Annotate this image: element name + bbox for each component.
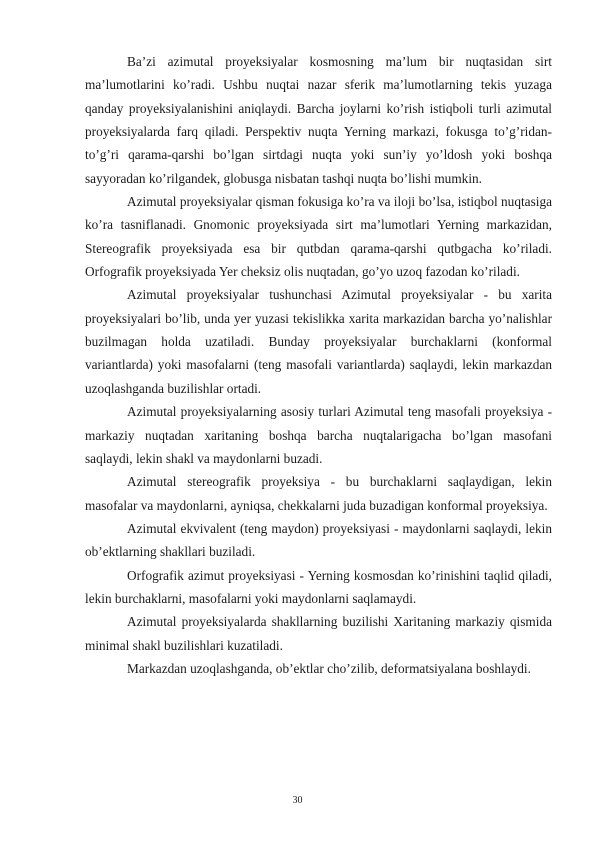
paragraph-3: Azimutal proyeksiyalar tushunchasi Azimutal proyeksiyalar - bu xarita proyeksiyalari bo’lib, unda yer yuzasi tekislikka xarita markazidan barcha yo’nalishlar buzilmagan holda uzatiladi. Bunday proyeksiyalar burchaklarni (konformal variantlarda) yoki masofalarni (teng masofali variantlarda) saqlaydi, lekin markazdan uzoqlashganda buzilishlar ortadi.	[85, 287, 552, 396]
paragraph-1: Ba’zi azimutal proyeksiyalar kosmosning ma’lum bir nuqtasidan sirt ma’lumotlarini ko’radi. Ushbu nuqtai nazar sferik ma’lumotlarning tekis yuzaga qanday proyeksiyalanishini aniqlaydi. Barcha joylarni ko’rish istiqboli turli azimutal proyeksiyalarda farq qiladi. Perspektiv nuqta Yerning markazi, fokusga to’g’ridan-to’g’ri qarama-qarshi bo’lgan sirtdagi nuqta yoki sun’iy yo’ldosh yoki boshqa sayyoradan ko’rilgandek, globusga nisbatan tashqi nuqta bo’lishi mumkin.	[85, 54, 552, 186]
paragraph-7: Orfografik azimut proyeksiyasi - Yerning kosmosdan ko’rinishini taqlid qiladi, lekin burchaklarni, masofalarni yoki maydonlarni saqlamaydi.	[85, 567, 552, 606]
paragraph-2: Azimutal proyeksiyalar qisman fokusiga ko’ra va iloji bo’lsa, istiqbol nuqtasiga ko’ra tasniflanadi. Gnomonic proyeksiyada sirt ma’lumotlari Yerning markazidan, Stereografik proyeksiyada esa bir qutbdan qarama-qarshi qutbgacha ko’riladi. Orfografik proyeksiyada Yer cheksiz olis nuqtadan, go’yo uzoq fazodan ko’riladi.	[85, 194, 552, 280]
paragraph-8: Azimutal proyeksiyalarda shakllarning buzilishi Xaritaning markaziy qismida minimal shakl buzilishlari kuzatiladi.	[85, 614, 552, 653]
body-text	[85, 50, 552, 680]
page-number: 30	[292, 795, 303, 806]
paragraph-9: Markazdan uzoqlashganda, ob’ektlar cho’zilib, deformatsiyalana boshlaydi.	[127, 660, 531, 676]
paragraph-4: Azimutal proyeksiyalarning asosiy turlari Azimutal teng masofali proyeksiya - markaziy nuqtadan xaritaning boshqa barcha nuqtalarigacha bo’lgan masofani saqlaydi, lekin shakl va maydonlarni buzadi.	[85, 404, 552, 466]
paragraph-6: Azimutal ekvivalent (teng maydon) proyeksiyasi - maydonlarni saqlaydi, lekin ob’ektlarning shakllari buziladi.	[85, 520, 552, 560]
paragraph-5: Azimutal stereografik proyeksiya - bu burchaklarni saqlaydigan, lekin masofalar va maydonlarni, ayniqsa, chekkalarni juda buzadigan konformal proyeksiya.	[85, 474, 552, 513]
